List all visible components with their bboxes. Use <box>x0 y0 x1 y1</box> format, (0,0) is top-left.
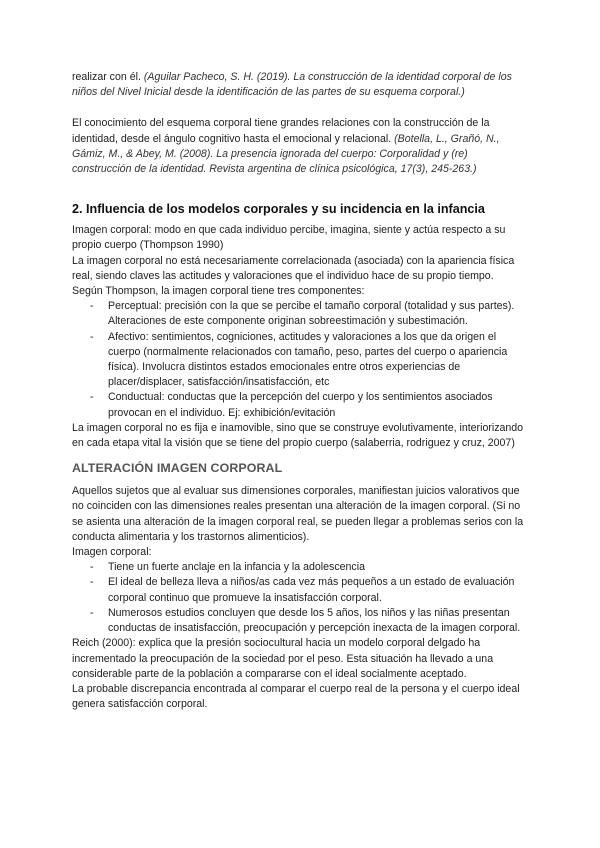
second-paragraph-citation: (Botella, L., Grañó, N., Gámiz, M., & Abey, M. (2008). La presencia ignorada del cuerpo: Corporalidad y (re) construcción de la identidad. Revista argentina de clínica psicológica, 17(3), 245-263.) <box>72 132 500 176</box>
section-2-para-3: Según Thompson, la imagen corporal tiene tres componentes: <box>72 285 365 298</box>
section-3-para-2: Imagen corporal: <box>72 546 152 559</box>
list-item: - Conductual: conductas que la percepción del cuerpo y los sentimientos asociados provocan en el individuo. Ej: exhibición/evitación <box>72 390 530 420</box>
section-2-para-2: La imagen corporal no está necesariamente correlacionada (asociada) con la apariencia física real, siendo claves las actitudes y valoraciones que el individuo hace de su propio tiempo. <box>72 254 515 282</box>
section-3-para-4: La probable discrepancia encontrada al comparar el cuerpo real de la persona y el cuerpo ideal genera satisfacción corporal. <box>72 682 520 711</box>
document-body <box>72 70 530 712</box>
list-item: - El ideal de belleza lleva a niños/as cada vez más pequeños a un estado de evaluación corporal continuo que promueve la insatisfacción corporal. <box>72 575 530 605</box>
section-3-para-1: Aquellos sujetos que al evaluar sus dimensiones corporales, manifiestan juicios valorativos que no coinciden con las dimensiones reales presentan una alteración de la imagen corporal. (Si no se asienta una alteración de la imagen corporal real, se pueden llegar a problemas serios con la conducta alimentaria y los trastornos alimenticios). <box>72 485 524 543</box>
section-2-para-4: La imagen corporal no es fija e inamovible, sino que se construye evolutivamente, interiorizando en cada etapa vital la visión que se tiene del propio cuerpo (salaberria, rodriguez y cruz, 2007) <box>72 421 524 450</box>
paragraph-gap <box>72 100 530 116</box>
list-item: - Afectivo: sentimientos, cogniciones, actitudes y valoraciones a los que da origen el cuerpo (normalmente relacionados con tamaño, peso, partes del cuerpo o apariencia física). Involucra distintos estados emocionales entre otros experiencias de placer/displacer, satisfacción/insatisfacción, etc <box>72 330 530 391</box>
section-2-heading: 2. Influencia de los modelos corporales y su incidencia en la infancia <box>72 202 485 217</box>
section-2-para-1: Imagen corporal: modo en que cada individuo percibe, imagina, siente y actúa respecto a su propio cuerpo (Thompson 1990) <box>72 224 506 252</box>
list-item: - Tiene un fuerte anclaje en la infancia y la adolescencia <box>72 560 530 575</box>
components-list <box>72 299 530 421</box>
top-paragraph-text: realizar con él. <box>72 71 144 83</box>
top-paragraph-citation: (Aguilar Pacheco, S. H. (2019). La construcción de la identidad corporal de los niños del Nivel Inicial desde la identificación de las partes de su esquema corporal.) <box>72 71 512 99</box>
section-3-para-3: Reich (2000): explica que la presión sociocultural hacia un modelo corporal delgado ha incrementado la preocupación de la sociedad por el peso. Esta situación ha llevado a una considerable parte de la población a compararse con el ideal socialmente aceptado. <box>72 637 494 680</box>
list-item: - Perceptual: precisión con la que se percibe el tamaño corporal (totalidad y sus partes). Alteraciones de este componente originan sobreestimación y subestimación. <box>72 299 530 329</box>
second-paragraph <box>72 116 530 177</box>
paragraph-gap <box>72 177 530 193</box>
top-paragraph <box>72 70 530 100</box>
second-paragraph-text: El conocimiento del esquema corporal tiene grandes relaciones con la construcción de la identidad, desde el ángulo cognitivo hasta el emocional y relacional. <box>72 117 490 145</box>
list-item: - Numerosos estudios concluyen que desde los 5 años, los niños y las niñas presentan conductas de insatisfacción, preocupación y percepción inexacta de la imagen corporal. <box>72 606 530 636</box>
body-image-list <box>72 560 530 636</box>
section-3-heading: ALTERACIÓN IMAGEN CORPORAL <box>72 461 283 476</box>
